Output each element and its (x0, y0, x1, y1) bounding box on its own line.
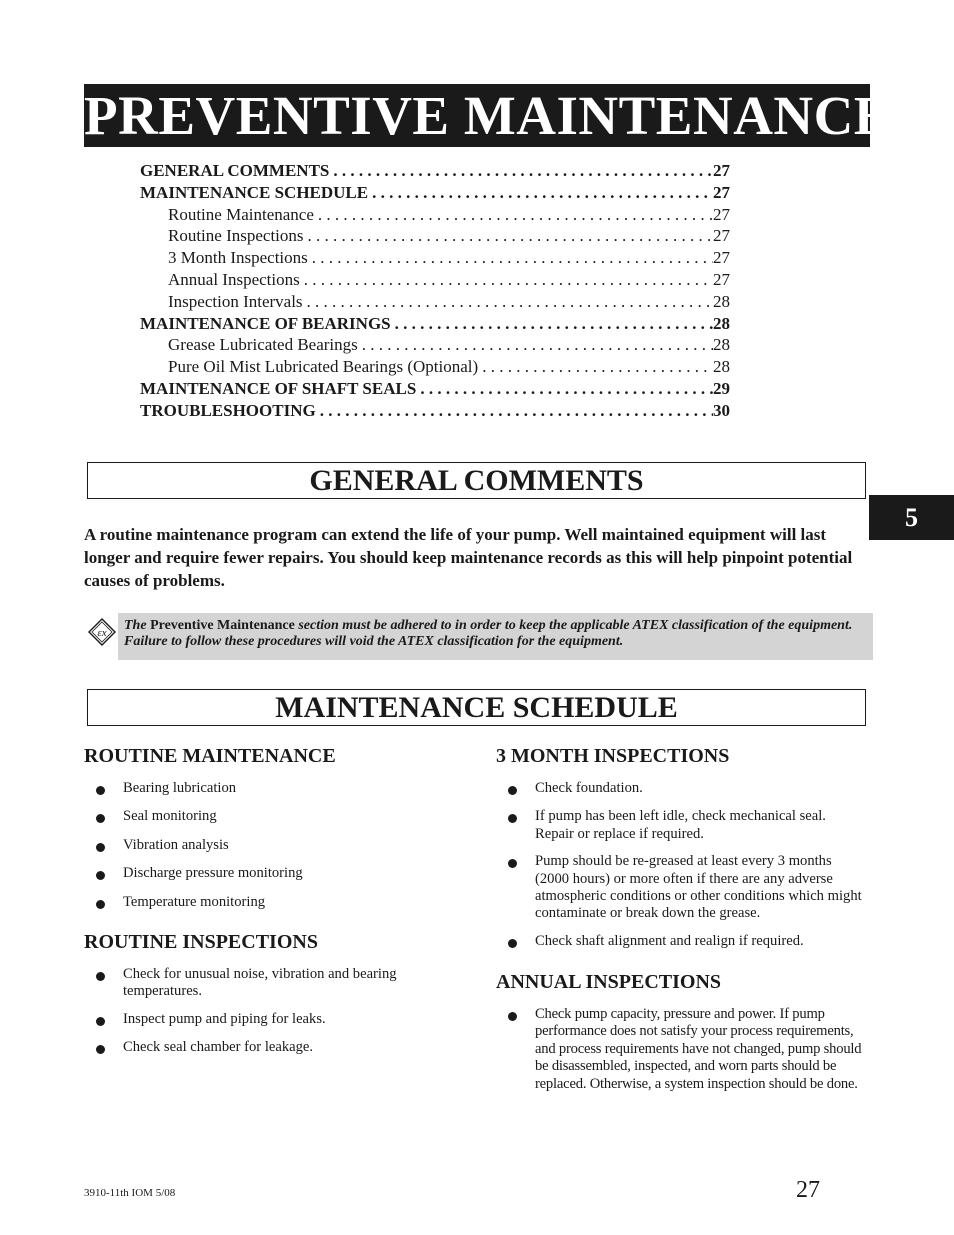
toc-page: 27 (713, 226, 730, 246)
toc-entry-3-month-inspections[interactable] (140, 248, 730, 270)
table-of-contents (140, 161, 730, 423)
toc-entry-maintenance-of-shaft-seals[interactable] (140, 379, 730, 401)
toc-entry-troubleshooting[interactable] (140, 401, 730, 423)
toc-page: 28 (713, 335, 730, 355)
toc-label: 3 Month Inspections (168, 248, 308, 268)
toc-page: 27 (713, 204, 730, 224)
section-tab: 5 (869, 495, 954, 540)
toc-label: Pure Oil Mist Lubricated Bearings (Optional) (168, 357, 479, 377)
toc-entry-grease-lubricated-bearings[interactable] (140, 335, 730, 357)
routine-maintenance-section (84, 745, 454, 911)
toc-label: Routine Inspections (168, 226, 304, 246)
toc-page: 28 (713, 357, 730, 377)
list-item: Inspect pump and piping for leaks. (84, 1011, 454, 1028)
routine-maintenance-title: ROUTINE MAINTENANCE (84, 745, 336, 767)
three-month-inspections-list (496, 780, 866, 950)
list-item: Check for unusual noise, vibration and bearing temperatures. (84, 966, 454, 1001)
toc-entry-maintenance-schedule[interactable] (140, 183, 730, 205)
maintenance-schedule-heading: MAINTENANCE SCHEDULE (87, 689, 866, 726)
toc-entry-inspection-intervals[interactable] (140, 292, 730, 314)
toc-page: 30 (713, 400, 730, 420)
toc-entry-general-comments[interactable] (140, 161, 730, 183)
list-item: Bearing lubrication (84, 780, 454, 797)
list-item: Check shaft alignment and realign if required. (496, 933, 866, 950)
toc-page: 28 (713, 291, 730, 311)
svg-text:εx: εx (97, 627, 107, 639)
annual-inspections-section (496, 971, 866, 1093)
toc-entry-maintenance-of-bearings[interactable] (140, 314, 730, 336)
atex-ex-icon (87, 618, 117, 646)
toc-label: MAINTENANCE OF BEARINGS (140, 313, 391, 333)
routine-inspections-list (84, 966, 454, 1057)
toc-page: 27 (713, 269, 730, 289)
toc-entry-pure-oil-mist-bearings[interactable] (140, 357, 730, 379)
list-item: If pump has been left idle, check mechanical seal. Repair or replace if required. (496, 808, 866, 843)
list-item: Pump should be re-greased at least every 3 months (2000 hours) or more often if there are any adverse atmospheric conditions or other conditions which might contaminate or break down the grease. (496, 853, 866, 923)
list-item: Seal monitoring (84, 808, 454, 825)
three-month-inspections-title: 3 MONTH INSPECTIONS (496, 745, 730, 767)
general-comments-heading: GENERAL COMMENTS (87, 462, 866, 499)
routine-inspections-section (84, 931, 454, 1057)
document-id: 3910-11th IOM 5/08 (84, 1187, 176, 1199)
toc-entry-routine-inspections[interactable] (140, 226, 730, 248)
toc-label: Grease Lubricated Bearings (168, 335, 358, 355)
toc-label: GENERAL COMMENTS (140, 161, 330, 180)
page-banner-title: PREVENTIVE MAINTENANCE (84, 85, 892, 146)
toc-page: 27 (713, 182, 730, 202)
list-item: Discharge pressure monitoring (84, 865, 454, 882)
list-item: Temperature monitoring (84, 894, 454, 911)
page-number: 27 (796, 1177, 820, 1203)
routine-inspections-title: ROUTINE INSPECTIONS (84, 931, 318, 953)
annual-inspections-title: ANNUAL INSPECTIONS (496, 971, 722, 993)
general-comments-body: A routine maintenance program can extend the life of your pump. Well maintained equipment will last longer and require fewer repairs. You should keep maintenance records as this will help pinpoint potential causes of problems. (84, 525, 853, 590)
toc-page: 28 (713, 313, 730, 333)
annual-inspections-list (496, 1006, 866, 1093)
list-item: Check seal chamber for leakage. (84, 1039, 454, 1056)
atex-warning-note: The Preventive Maintenance section must be adhered to in order to keep the applicable ATEX classification of the equipment. Failure to follow these procedures will void the ATEX classification for the equipment. (118, 613, 873, 660)
toc-label: Annual Inspections (168, 269, 300, 289)
toc-page: 29 (713, 378, 730, 398)
list-item: Check pump capacity, pressure and power. If pump performance does not satisfy your process requirements, and process requirements have not changed, pump should be disassembled, inspected, and worn parts should be replaced. Otherwise, a system inspection should be done. (496, 1006, 866, 1093)
toc-entry-routine-maintenance[interactable] (140, 205, 730, 227)
list-item: Check foundation. (496, 780, 866, 797)
toc-label: MAINTENANCE OF SHAFT SEALS (140, 378, 417, 398)
toc-entry-annual-inspections[interactable] (140, 270, 730, 292)
list-item: Vibration analysis (84, 837, 454, 854)
routine-maintenance-list (84, 780, 454, 911)
toc-label: Routine Maintenance (168, 204, 314, 224)
toc-label: Inspection Intervals (168, 291, 303, 311)
toc-page: 27 (713, 161, 730, 180)
toc-label: MAINTENANCE SCHEDULE (140, 182, 369, 202)
toc-page: 27 (713, 248, 730, 268)
toc-label: TROUBLESHOOTING (140, 400, 316, 420)
three-month-inspections-section (496, 745, 866, 950)
